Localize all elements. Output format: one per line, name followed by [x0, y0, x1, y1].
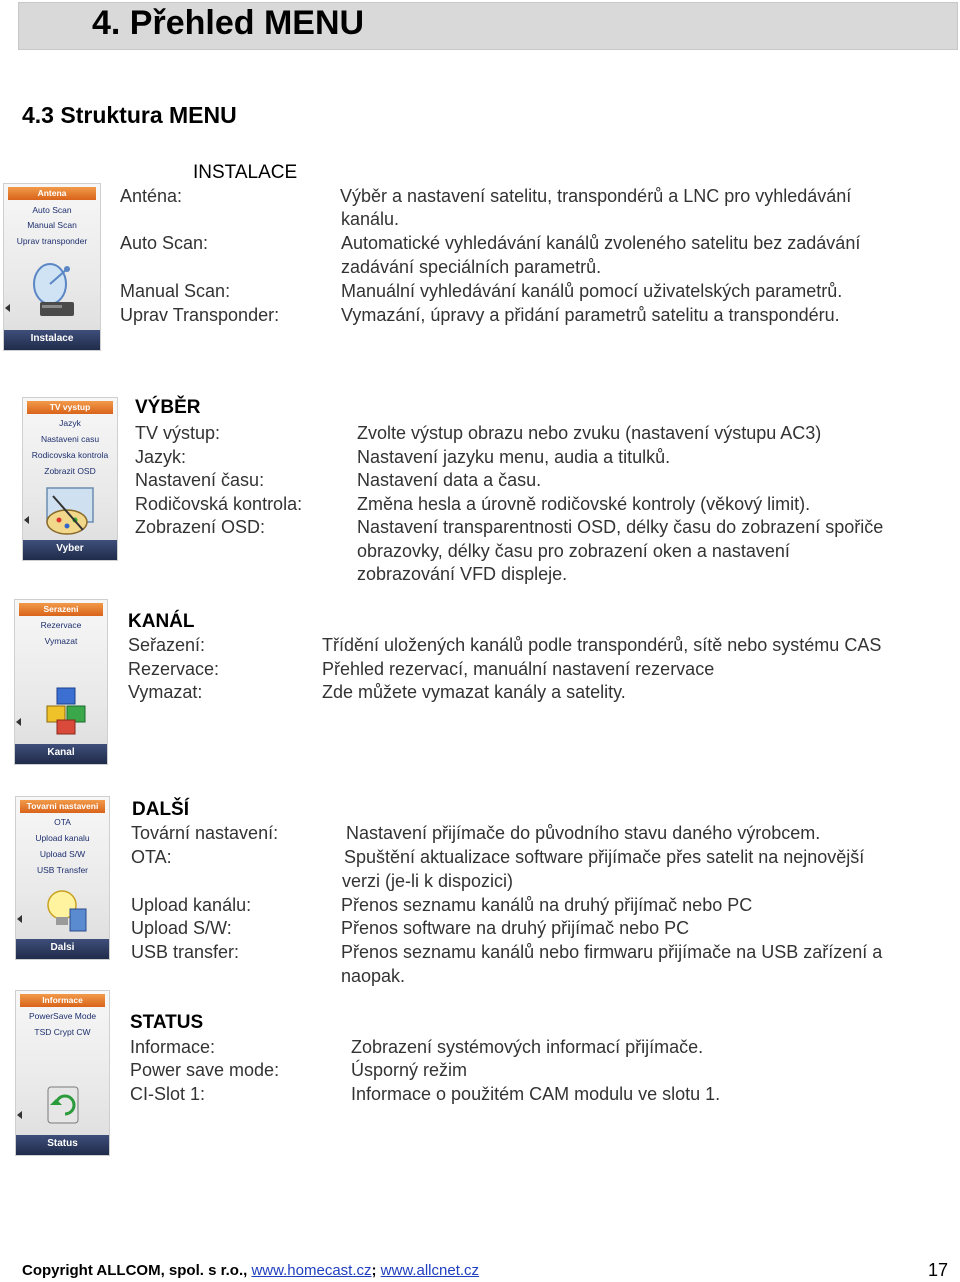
menu-item: Nastaveni casu: [40, 434, 100, 444]
menu-thumbnail-status: [15, 990, 110, 1156]
dalsi-label: Tovární nastavení:: [131, 823, 279, 843]
homecast-link[interactable]: www.homecast.cz: [251, 1262, 372, 1279]
dalsi-desc: Nastavení přijímače do původního stavu daného výrobcem.: [346, 823, 821, 843]
vyber-label: Rodičovská kontrola:: [135, 494, 303, 514]
menu-item: Uprav transponder: [16, 236, 88, 246]
instalace-desc: Vymazání, úpravy a přidání parametrů satelitu a transpondéru.: [341, 305, 840, 325]
menu-item: Informace: [42, 995, 83, 1005]
tv-blocks-icon: [45, 686, 89, 736]
dalsi-label: Upload kanálu:: [131, 895, 252, 915]
instalace-desc: Automatické vyhledávání kanálů zvoleného satelitu bez zadávání: [341, 233, 861, 253]
section-subtitle: 4.3 Struktura MENU: [22, 102, 237, 128]
status-desc: Úsporný režim: [351, 1060, 468, 1080]
menu-item: Upload kanalu: [35, 833, 90, 843]
menu-footer: Kanal: [15, 744, 107, 764]
dalsi-label: Upload S/W:: [131, 918, 232, 938]
dalsi-desc: naopak.: [341, 966, 406, 986]
dalsi-label: USB transfer:: [131, 942, 240, 962]
vyber-desc: obrazovky, délky času pro zobrazení oken a nastavení: [357, 541, 790, 561]
menu-item: USB Transfer: [36, 865, 89, 875]
status-label: CI-Slot 1:: [130, 1084, 206, 1104]
kanal-label: Rezervace:: [128, 659, 220, 679]
menu-item: Antena: [37, 188, 67, 198]
instalace-heading: INSTALACE: [193, 162, 298, 183]
vyber-desc: Změna hesla a úrovně rodičovské kontroly (věkový limit).: [357, 494, 811, 514]
instalace-label: Uprav Transponder:: [120, 305, 280, 325]
left-arrow-icon: [5, 304, 10, 312]
status-desc: Zobrazení systémových informací přijímače.: [351, 1037, 704, 1057]
menu-item: Zobrazit OSD: [44, 466, 96, 476]
vyber-desc: Nastavení jazyku menu, audia a titulků.: [357, 447, 671, 467]
allcnet-link[interactable]: www.allcnet.cz: [380, 1262, 480, 1279]
menu-item: Auto Scan: [32, 205, 72, 215]
menu-item: Serazeni: [43, 604, 79, 614]
dalsi-label: OTA:: [131, 847, 172, 867]
menu-item: Rezervace: [40, 620, 82, 630]
kanal-desc: Třídění uložených kanálů podle transpondérů, sítě nebo systému CAS: [322, 635, 882, 655]
vyber-heading: VÝBĚR: [135, 397, 201, 418]
instalace-desc: Manuální vyhledávání kanálů pomocí uživatelských parametrů.: [341, 281, 843, 301]
status-heading: STATUS: [130, 1012, 204, 1033]
instalace-desc: zadávání speciálních parametrů.: [341, 257, 602, 277]
status-label: Power save mode:: [130, 1060, 280, 1080]
kanal-desc: Zde můžete vymazat kanály a satelity.: [322, 682, 626, 702]
left-arrow-icon: [17, 915, 22, 923]
left-arrow-icon: [16, 718, 21, 726]
vyber-label: Jazyk:: [135, 447, 187, 467]
instalace-label: Anténa:: [120, 186, 183, 206]
instalace-label: Auto Scan:: [120, 233, 209, 253]
kanal-label: Seřazení:: [128, 635, 206, 655]
menu-item: OTA: [54, 817, 71, 827]
menu-thumbnail-dalsi: [15, 796, 110, 960]
menu-item: PowerSave Mode: [28, 1011, 97, 1021]
page-title: 4. Přehled MENU: [92, 4, 365, 42]
kanal-heading: KANÁL: [128, 611, 195, 632]
dalsi-desc: verzi (je-li k dispozici): [342, 871, 514, 891]
footer-copyright: Copyright ALLCOM, spol. s r.o., www.homecast.cz; www.allcnet.cz: [22, 1262, 480, 1279]
menu-footer: Dalsi: [16, 939, 109, 959]
menu-item: TV vystup: [49, 402, 91, 412]
menu-item: Jazyk: [59, 418, 81, 428]
menu-footer: Status: [16, 1135, 109, 1155]
menu-footer: Instalace: [4, 330, 100, 350]
dalsi-desc: Přenos seznamu kanálů na druhý přijímač nebo PC: [341, 895, 753, 915]
vyber-label: TV výstup:: [135, 423, 221, 443]
vyber-label: Nastavení času:: [135, 470, 265, 490]
vyber-desc: Zvolte výstup obrazu nebo zvuku (nastavení výstupu AC3): [357, 423, 822, 443]
refresh-status-icon: [44, 1083, 86, 1129]
instalace-desc: kanálu.: [341, 209, 400, 229]
status-desc: Informace o použitém CAM modulu ve slotu 1.: [351, 1084, 721, 1104]
paint-palette-icon: [41, 486, 101, 538]
kanal-label: Vymazat:: [128, 682, 203, 702]
left-arrow-icon: [24, 516, 29, 524]
vyber-desc: zobrazování VFD displeje.: [357, 564, 568, 584]
dalsi-desc: Přenos software na druhý přijímač nebo PC: [341, 918, 690, 938]
left-arrow-icon: [17, 1111, 22, 1119]
lightbulb-icon: [42, 885, 88, 935]
dalsi-desc: Spuštění aktualizace software přijímače přes satelit na nejnovější: [344, 847, 865, 867]
menu-footer: Vyber: [23, 540, 117, 560]
instalace-label: Manual Scan:: [120, 281, 231, 301]
vyber-label: Zobrazení OSD:: [135, 517, 266, 537]
menu-item: Vymazat: [44, 636, 78, 646]
menu-thumbnail-instalace: [3, 183, 101, 351]
vyber-desc: Nastavení data a času.: [357, 470, 542, 490]
status-label: Informace:: [130, 1037, 216, 1057]
dalsi-desc: Přenos seznamu kanálů nebo firmwaru přijímače na USB zařízení a: [341, 942, 883, 962]
menu-item: Manual Scan: [27, 220, 77, 230]
vyber-desc: Nastavení transparentnosti OSD, délky času do zobrazení spořiče: [357, 517, 884, 537]
menu-item: Upload S/W: [39, 849, 86, 859]
menu-item: Rodicovska kontrola: [31, 450, 109, 460]
menu-item: TSD Crypt CW: [34, 1027, 91, 1037]
page-number: 17: [928, 1260, 949, 1280]
menu-thumbnail-vyber: [22, 397, 118, 561]
kanal-desc: Přehled rezervací, manuální nastavení rezervace: [322, 659, 715, 679]
instalace-desc: Výběr a nastavení satelitu, transpondérů a LNC pro vyhledávání: [340, 186, 852, 206]
menu-item: Tovarni nastaveni: [26, 801, 99, 811]
dalsi-heading: DALŠÍ: [132, 799, 189, 820]
satellite-dish-icon: [26, 262, 84, 322]
menu-thumbnail-kanal: [14, 599, 108, 765]
